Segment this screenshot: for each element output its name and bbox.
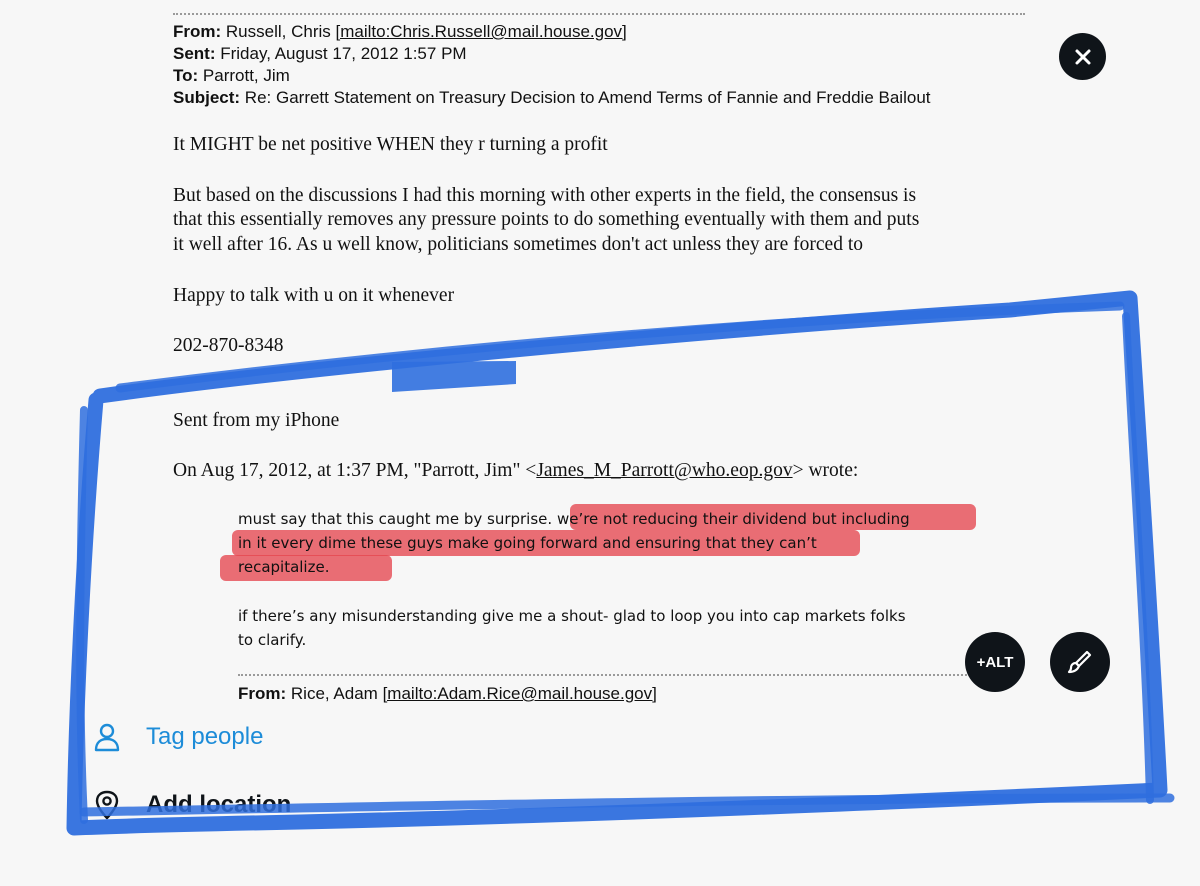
add-location-row[interactable]: [92, 790, 291, 820]
reply-intro-email: James_M_Parrott@who.eop.gov: [536, 460, 793, 481]
body-line-1: It MIGHT be net positive WHEN they r turning a profit: [173, 134, 608, 155]
body-para2-line-1: But based on the discussions I had this morning with other experts in the field, the consensus is: [173, 185, 917, 206]
close-icon: [1074, 48, 1092, 66]
add-location-label: Add location: [146, 791, 292, 818]
email-from-line: [173, 21, 627, 43]
quoted-line-1-highlight: we’re not reducing their dividend but including: [556, 510, 910, 528]
tag-people-label: Tag people: [146, 723, 264, 750]
reply-intro-post: > wrote:: [792, 460, 859, 481]
location-pin-icon: [92, 790, 122, 820]
add-alt-text-button[interactable]: [965, 632, 1025, 692]
to-value: Parrott, Jim: [202, 66, 290, 85]
alt-button-label: +ALT: [976, 653, 1014, 671]
top-dotted-rule: [173, 13, 1025, 15]
from-mailto: [mailto:Chris.Russell@mail.house.gov]: [335, 22, 627, 41]
from-value: Russell, Chris: [225, 22, 331, 41]
reply-intro: [173, 459, 858, 484]
from2-label: From:: [238, 684, 287, 703]
body-para2-line-3: it well after 16. As u well know, politicians sometimes don't act unless they are forced to: [173, 234, 864, 255]
email-subject-line: [173, 87, 931, 109]
edit-image-button[interactable]: [1050, 632, 1110, 692]
person-icon: [92, 722, 122, 752]
to-label: To:: [173, 66, 199, 85]
quoted-line-3-highlight: recapitalize.: [238, 558, 330, 576]
body-line-3: Happy to talk with u on it whenever: [173, 285, 455, 306]
close-button[interactable]: [1059, 33, 1106, 80]
subject-label: Subject:: [173, 88, 241, 107]
sent-value: Friday, August 17, 2012 1:57 PM: [220, 44, 467, 63]
tag-people-row[interactable]: [92, 722, 263, 752]
signature: Sent from my iPhone: [173, 410, 340, 431]
body-para2-line-2: that this essentially removes any pressure points to do something eventually with them and puts: [173, 209, 920, 230]
email-sent-line: [173, 43, 467, 65]
quoted-line-1: [238, 507, 910, 531]
quoted-dotted-rule: [238, 674, 986, 676]
sent-label: Sent:: [173, 44, 216, 63]
quoted-line-5: to clarify.: [238, 631, 307, 649]
quoted-line-1-plain: must say that this caught me by surprise.: [238, 510, 553, 528]
quoted-from-line: [238, 683, 657, 705]
subject-value: Re: Garrett Statement on Treasury Decision to Amend Terms of Fannie and Freddie Bailout: [244, 88, 931, 107]
from-label: From:: [173, 22, 222, 41]
quoted-line-2: [238, 531, 817, 555]
quoted-line-2-highlight: in it every dime these guys make going forward and ensuring that they can’t: [238, 534, 817, 552]
from2-value: Rice, Adam: [290, 684, 378, 703]
from2-mailto: [mailto:Adam.Rice@mail.house.gov]: [382, 684, 657, 703]
quoted-line-4: if there’s any misunderstanding give me a shout- glad to loop you into cap markets folks: [238, 607, 906, 625]
phone-number: 202-870-8348: [173, 335, 284, 356]
reply-intro-pre: On Aug 17, 2012, at 1:37 PM, "Parrott, Jim" <: [173, 460, 537, 481]
quoted-line-3: [238, 555, 329, 579]
brush-icon: [1066, 648, 1094, 676]
email-to-line: [173, 65, 290, 87]
